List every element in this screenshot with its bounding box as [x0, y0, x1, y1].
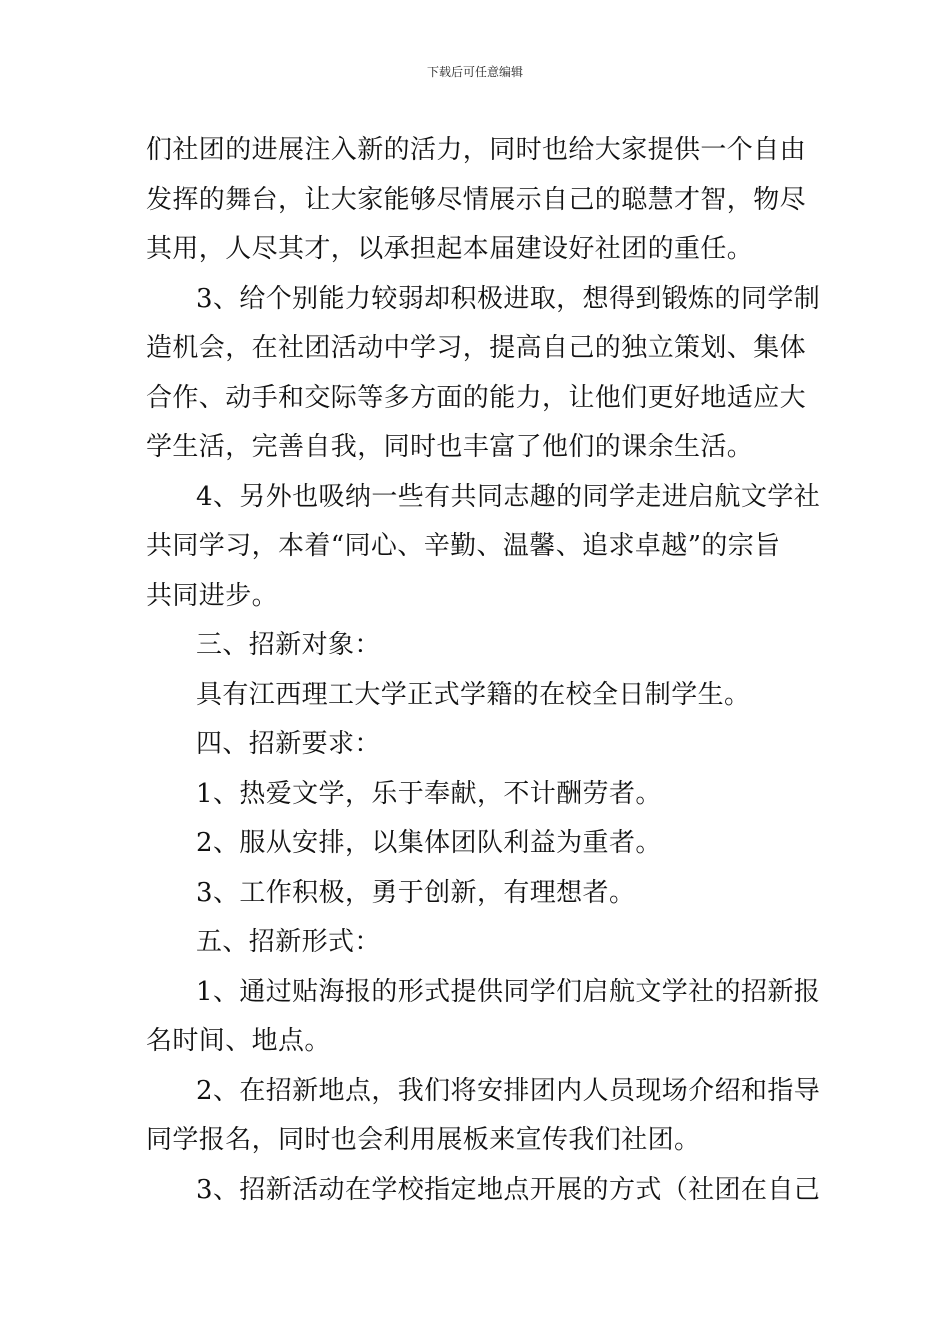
paragraph-first-line: 3、给个别能力较弱却积极进取，想得到锻炼的同学制	[196, 283, 821, 314]
section-heading: 四、招新要求：	[196, 729, 381, 759]
text-line: 造机会，在社团活动中学习，提高自己的独立策划、集体	[146, 333, 807, 363]
list-item: 2、服从安排，以集体团队利益为重者。	[196, 828, 662, 858]
section-heading: 三、招新对象：	[196, 630, 381, 660]
paragraph-first-line: 具有江西理工大学正式学籍的在校全日制学生。	[196, 679, 751, 710]
text-line: 合作、动手和交际等多方面的能力，让他们更好地适应大	[146, 382, 807, 413]
paragraph-first-line: 4、另外也吸纳一些有共同志趣的同学走进启航文学社	[196, 481, 821, 512]
document-body	[146, 126, 821, 1215]
text-line: 共同进步。	[146, 580, 279, 611]
text-line: 发挥的舞台，让大家能够尽情展示自己的聪慧才智，物尽	[146, 184, 807, 215]
text-line: 学生活，完善自我，同时也丰富了他们的课余生活。	[146, 432, 754, 462]
text-line: 同学报名，同时也会利用展板来宣传我们社团。	[146, 1125, 701, 1155]
paragraph-first-line: 3、招新活动在学校指定地点开展的方式（社团在自己	[196, 1174, 821, 1205]
list-item: 3、工作积极，勇于创新，有理想者。	[196, 877, 636, 908]
text-line: 名时间、地点。	[146, 1026, 331, 1056]
text-line: 其用，人尽其才，以承担起本届建设好社团的重任。	[146, 234, 754, 264]
list-item: 1、热爱文学，乐于奉献，不计酬劳者。	[196, 778, 662, 809]
page-header: 下载后可任意编辑	[426, 65, 523, 79]
paragraph-first-line: 2、在招新地点，我们将安排团内人员现场介绍和指导	[196, 1075, 821, 1106]
text-line: 们社团的进展注入新的活力，同时也给大家提供一个自由	[146, 135, 807, 165]
section-heading: 五、招新形式：	[196, 927, 381, 957]
text-line: 共同学习，本着“同心、辛勤、温馨、追求卓越”的宗旨	[146, 531, 781, 561]
paragraph-first-line: 1、通过贴海报的形式提供同学们启航文学社的招新报	[196, 976, 821, 1007]
